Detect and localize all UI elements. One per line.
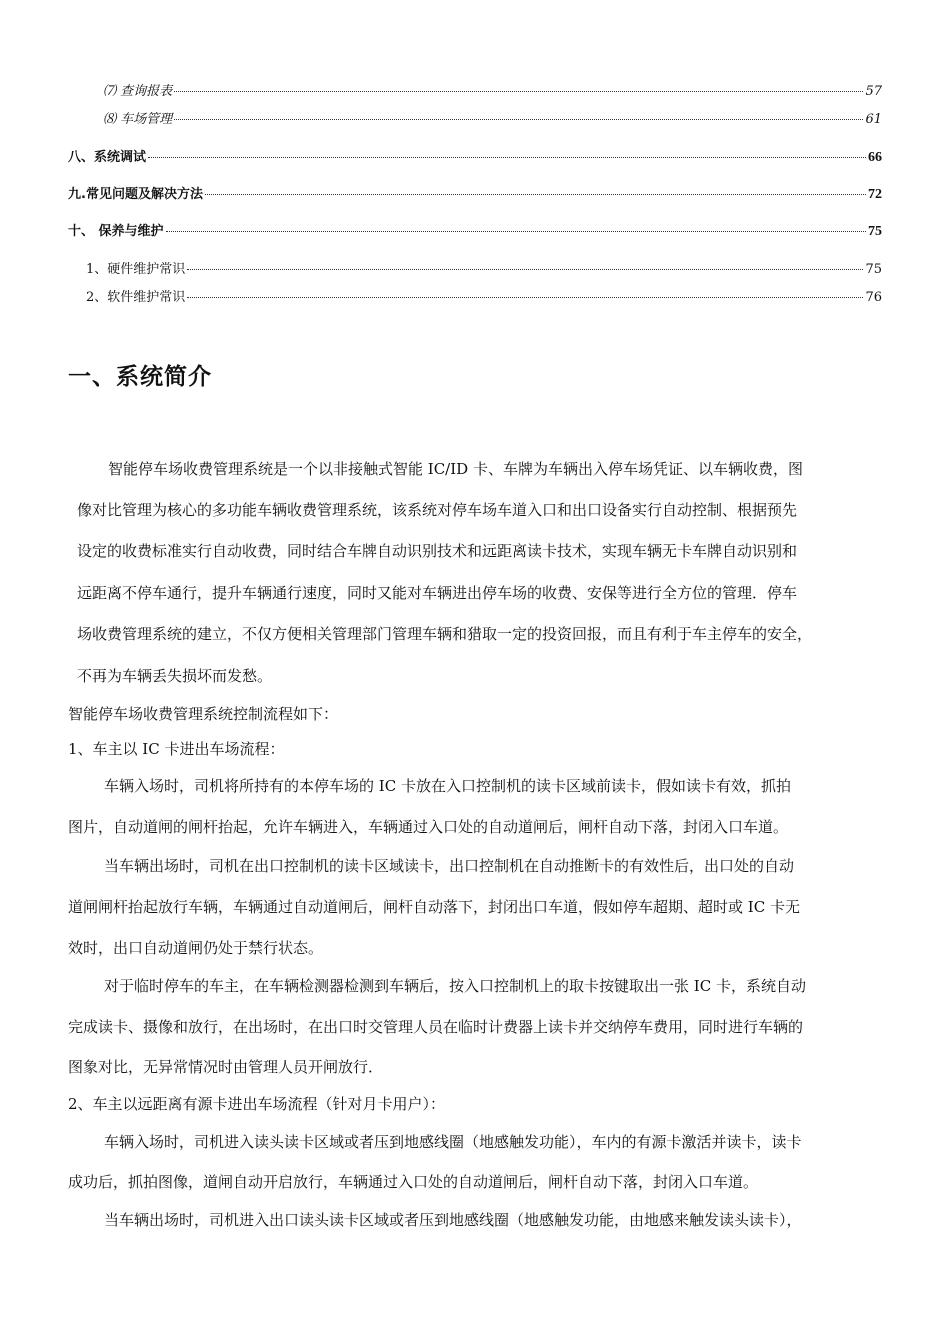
toc-entry-page: 61 (865, 112, 882, 127)
body-line: 图片，自动道闸的闸杆抬起，允许车辆进入，车辆通过入口处的自动道闸后，闸杆自动下落，封闭入口车道。 (68, 818, 789, 836)
toc-entry-page: 57 (865, 84, 882, 99)
body-line: 智能停车场收费管理系统是一个以非接触式智能 IC/ID 卡、车牌为车辆出入停车场凭证、以车辆收费，图 (108, 460, 803, 478)
toc-entry-page: 72 (868, 187, 882, 202)
toc-entry-title: 2、软件维护常识 (86, 290, 186, 305)
body-line: 像对比管理为核心的多功能车辆收费管理系统，该系统对停车场车道入口和出口设备实行自动控制、根据预先 (77, 501, 798, 519)
toc-entry-title: 1、硬件维护常识 (86, 262, 186, 277)
body-line: 对于临时停车的车主，在车辆检测器检测到车辆后，按入口控制机上的取卡按键取出一张 IC 卡，系统自动 (104, 977, 806, 995)
toc-leader (166, 231, 866, 232)
body-line: 完成读卡、摄像和放行，在出场时，在出口时交管理人员在临时计费器上读卡并交纳停车费用，同时进行车辆的 (68, 1018, 804, 1036)
toc-entry-page: 75 (868, 224, 882, 239)
body-line: 不再为车辆丢失损坏而发愁。 (77, 667, 273, 685)
toc-leader (148, 157, 866, 158)
body-line: 当车辆出场时，司机在出口控制机的读卡区域读卡，出口控制机在自动推断卡的有效性后，出口处的自动 (104, 857, 795, 875)
toc-entry-title: 九.常见问题及解决方法 (68, 187, 203, 202)
toc-leader (174, 91, 863, 92)
body-line: 效时，出口自动道闸仍处于禁行状态。 (68, 939, 324, 957)
toc-entry[interactable] (86, 286, 882, 305)
body-line: 车辆入场时，司机将所持有的本停车场的 IC 卡放在入口控制机的读卡区域前读卡，假如读卡有效，抓拍 (104, 777, 791, 795)
section-heading: 一、系统简介 (68, 364, 212, 390)
toc-entry[interactable] (103, 80, 882, 99)
toc-entry-title: 八、系统调试 (68, 150, 147, 165)
subheading: 1、车主以 IC 卡进出车场流程： (68, 740, 285, 758)
toc-entry[interactable] (103, 108, 882, 127)
toc-entry-page: 76 (865, 290, 882, 305)
body-line: 成功后，抓拍图像，道闸自动开启放行，车辆通过入口处的自动道闸后，闸杆自动下落，封闭入口车道。 (68, 1173, 759, 1191)
body-line: 图象对比，无异常情况时由管理人员开闸放行． (68, 1058, 384, 1076)
toc-entry[interactable] (86, 258, 882, 277)
body-line: 道闸闸杆抬起放行车辆，车辆通过自动道闸后，闸杆自动落下，封闭出口车道，假如停车超期、超时或 IC 卡无 (68, 898, 800, 916)
toc-entry-title: 十、 保养与维护 (68, 224, 164, 239)
body-line: 当车辆出场时，司机进入出口读头读卡区域或者压到地感线圈（地感触发功能，由地感来触发读头读卡）， (104, 1211, 802, 1229)
toc-entry[interactable] (68, 146, 882, 166)
toc-entry[interactable] (68, 183, 882, 203)
body-line: 智能停车场收费管理系统控制流程如下： (68, 705, 339, 723)
toc-entry[interactable] (68, 220, 882, 240)
toc-leader (187, 297, 863, 298)
toc-entry-title: ⑺ 查询报表 (103, 84, 173, 99)
toc-entry-title: ⑻ 车场管理 (103, 112, 173, 127)
body-line: 远距离不停车通行，提升车辆通行速度，同时又能对车辆进出停车场的收费、安保等进行全方位的管理．停车 (77, 584, 798, 602)
toc-entry-page: 66 (868, 150, 882, 165)
toc-leader (174, 119, 863, 120)
body-line: 场收费管理系统的建立，不仅方便相关管理部门管理车辆和猎取一定的投资回报，而且有利于车主停车的安全， (77, 625, 813, 643)
toc-leader (205, 194, 866, 195)
toc-entry-page: 75 (865, 262, 882, 277)
subheading: 2、车主以远距离有源卡进出车场流程（针对月卡用户）： (68, 1095, 446, 1113)
body-line: 设定的收费标准实行自动收费，同时结合车牌自动识别技术和远距离读卡技术，实现车辆无卡车牌自动识别和 (77, 542, 798, 560)
body-line: 车辆入场时，司机进入读头读卡区域或者压到地感线圈（地感触发功能），车内的有源卡激活并读卡，读卡 (104, 1133, 802, 1151)
toc-leader (187, 269, 863, 270)
